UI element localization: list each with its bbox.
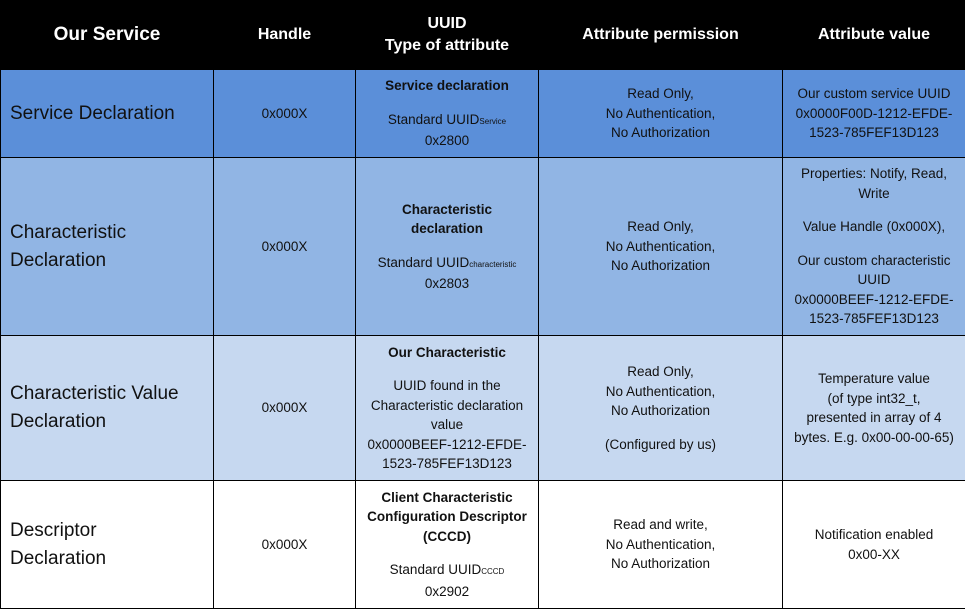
permission-line: No Authentication, — [545, 237, 776, 257]
row-permission — [539, 158, 783, 336]
permission-line: No Authorization — [545, 401, 776, 421]
uuid-title-line: (CCCD) — [362, 527, 532, 547]
uuid-prefix: Standard UUID — [390, 562, 482, 577]
uuid-prefix: Standard UUID — [378, 255, 470, 270]
permission-line: No Authorization — [545, 554, 776, 574]
table-row-service-declaration — [1, 70, 965, 158]
uuid-line: Characteristic declaration — [362, 396, 532, 416]
permission-line: Read Only, — [545, 217, 776, 237]
value-line: Temperature value — [789, 369, 959, 389]
value-uuid-line: 1523-785FEF13D123 — [789, 309, 959, 329]
header-handle: Handle — [214, 1, 356, 70]
permission-line: No Authorization — [545, 123, 776, 143]
uuid-title-line: Configuration Descriptor — [362, 507, 532, 527]
row-handle: 0x000X — [214, 481, 356, 609]
row-permission — [539, 336, 783, 481]
row-name — [1, 336, 214, 481]
value-line: presented in array of 4 — [789, 408, 959, 428]
uuid-standard — [362, 560, 532, 582]
table-row-characteristic-value-declaration — [1, 336, 965, 481]
row-uuid — [356, 481, 539, 609]
table-row-characteristic-declaration — [1, 158, 965, 336]
permission-line: Read Only, — [545, 362, 776, 382]
header-uuid — [356, 1, 539, 70]
uuid-title-line: Client Characteristic — [362, 488, 532, 508]
uuid-line: 1523-785FEF13D123 — [362, 454, 532, 474]
uuid-line: 0x0000BEEF-1212-EFDE- — [362, 435, 532, 455]
row-name-line2: Declaration — [10, 545, 207, 573]
uuid-title-line2: declaration — [362, 219, 532, 239]
row-value — [783, 336, 965, 481]
value-line: Our custom service UUID — [789, 84, 959, 104]
row-name — [1, 481, 214, 609]
row-uuid — [356, 158, 539, 336]
uuid-line: UUID found in the — [362, 376, 532, 396]
uuid-prefix: Standard UUID — [388, 112, 480, 127]
header-uuid-line2: Type of attribute — [362, 35, 532, 57]
row-name-line1: Descriptor — [10, 517, 207, 545]
row-permission — [539, 70, 783, 158]
uuid-title: Our Characteristic — [362, 343, 532, 363]
header-attribute-value: Attribute value — [783, 1, 965, 70]
permission-line: No Authentication, — [545, 535, 776, 555]
value-line: 0x0000F00D-1212-EFDE- — [789, 104, 959, 124]
row-name — [1, 158, 214, 336]
uuid-title: Service declaration — [362, 76, 532, 96]
row-value — [783, 70, 965, 158]
uuid-standard — [362, 110, 532, 132]
row-value — [783, 158, 965, 336]
header-row — [1, 1, 965, 70]
permission-line: No Authentication, — [545, 382, 776, 402]
value-props-line: Properties: Notify, Read, — [789, 164, 959, 184]
uuid-subscript: characteristic — [469, 260, 516, 269]
permission-line: Read and write, — [545, 515, 776, 535]
row-name-line2: Declaration — [10, 408, 207, 436]
uuid-standard — [362, 253, 532, 275]
row-handle: 0x000X — [214, 70, 356, 158]
row-value — [783, 481, 965, 609]
row-name-line1: Characteristic Value — [10, 380, 207, 408]
permission-line: Read Only, — [545, 84, 776, 104]
row-handle: 0x000X — [214, 158, 356, 336]
uuid-value: 0x2902 — [362, 582, 532, 602]
value-line: bytes. E.g. 0x00-00-00-65) — [789, 428, 959, 448]
permission-line: No Authentication, — [545, 104, 776, 124]
uuid-subscript: CCCD — [481, 567, 504, 576]
row-handle: 0x000X — [214, 336, 356, 481]
value-uuid-line: Our custom characteristic — [789, 251, 959, 271]
value-uuid-line: 0x0000BEEF-1212-EFDE- — [789, 290, 959, 310]
row-uuid — [356, 70, 539, 158]
uuid-value: 0x2800 — [362, 131, 532, 151]
value-line: Notification enabled — [789, 525, 959, 545]
value-line: (of type int32_t, — [789, 389, 959, 409]
header-our-service: Our Service — [1, 1, 214, 70]
header-uuid-line1: UUID — [362, 13, 532, 35]
uuid-title-line1: Characteristic — [362, 200, 532, 220]
value-line: 0x00-XX — [789, 545, 959, 565]
table-row-descriptor-declaration — [1, 481, 965, 609]
permission-note: (Configured by us) — [545, 435, 776, 455]
row-name: Service Declaration — [1, 70, 214, 158]
uuid-subscript: Service — [479, 117, 506, 126]
permission-line: No Authorization — [545, 256, 776, 276]
value-line: 1523-785FEF13D123 — [789, 123, 959, 143]
row-permission — [539, 481, 783, 609]
value-handle: Value Handle (0x000X), — [789, 217, 959, 237]
uuid-value: 0x2803 — [362, 274, 532, 294]
value-props-line: Write — [789, 184, 959, 204]
uuid-line: value — [362, 415, 532, 435]
row-name-line1: Characteristic — [10, 219, 207, 247]
row-uuid — [356, 336, 539, 481]
row-name-line2: Declaration — [10, 247, 207, 275]
value-uuid-line: UUID — [789, 270, 959, 290]
header-attribute-permission: Attribute permission — [539, 1, 783, 70]
